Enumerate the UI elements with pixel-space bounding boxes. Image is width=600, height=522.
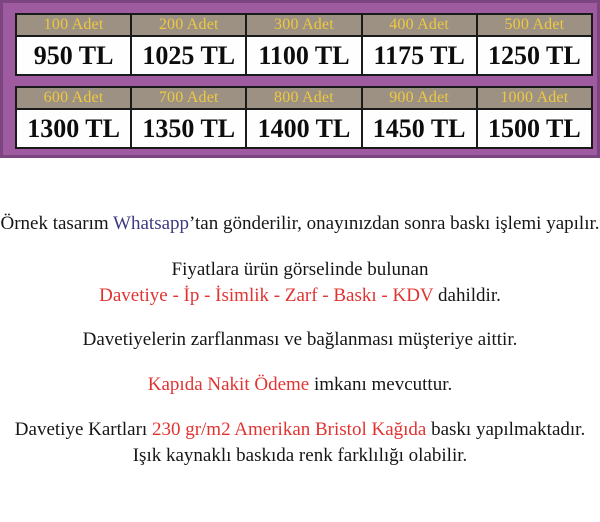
price-cell: 1025 TL <box>131 36 246 75</box>
pricing-table-100-500 <box>15 13 593 76</box>
qty-header-cell: 900 Adet <box>362 87 477 109</box>
price-row <box>16 109 592 148</box>
note-sample-design <box>0 211 600 237</box>
note-included-items <box>0 257 600 309</box>
qty-header-cell: 200 Adet <box>131 14 246 36</box>
qty-header-cell: 300 Adet <box>246 14 361 36</box>
pricing-table-600-1000 <box>15 86 593 149</box>
price-cell: 1300 TL <box>16 109 131 148</box>
price-cell: 1450 TL <box>362 109 477 148</box>
qty-header-cell: 1000 Adet <box>477 87 592 109</box>
price-cell: 1350 TL <box>131 109 246 148</box>
qty-header-cell: 500 Adet <box>477 14 592 36</box>
price-row <box>16 36 592 75</box>
qty-header-cell: 800 Adet <box>246 87 361 109</box>
note-text: imkanı mevcuttur. <box>309 374 453 395</box>
price-cell: 1250 TL <box>477 36 592 75</box>
qty-header-cell: 700 Adet <box>131 87 246 109</box>
included-intro-line: Fiyatlara ürün görselinde bulunan <box>171 259 429 280</box>
qty-header-cell: 600 Adet <box>16 87 131 109</box>
qty-header-cell: 100 Adet <box>16 14 131 36</box>
note-text: dahildir. <box>433 285 501 306</box>
price-cell: 1175 TL <box>362 36 477 75</box>
paper-spec-highlight: 230 gr/m2 Amerikan Bristol Kağıda <box>151 419 427 440</box>
quantity-header-row <box>16 14 592 36</box>
note-text: ’tan gönderilir, onayınızdan sonra baskı işlemi yapılır. <box>189 213 600 234</box>
note-cash-on-delivery <box>0 372 600 398</box>
pricing-banner <box>0 0 600 158</box>
price-cell: 1100 TL <box>246 36 361 75</box>
note-envelope-responsibility: Davetiyelerin zarflanması ve bağlanması müşteriye aittir. <box>82 329 518 350</box>
color-warning-line: Işık kaynaklı baskıda renk farklılığı olabilir. <box>132 445 468 466</box>
included-items-line <box>0 283 600 309</box>
price-cell: 1500 TL <box>477 109 592 148</box>
price-cell: 950 TL <box>16 36 131 75</box>
whatsapp-mention: Whatsapp <box>113 213 190 234</box>
cod-highlight: Kapıda Nakit Ödeme <box>147 374 310 395</box>
qty-header-cell: 400 Adet <box>362 14 477 36</box>
quantity-header-row <box>16 87 592 109</box>
note-text: Davetiye Kartları <box>14 419 152 440</box>
note-text: baskı yapılmaktadır. <box>426 419 586 440</box>
note-text: Örnek tasarım <box>0 213 114 234</box>
note-paper-spec <box>0 417 600 469</box>
paper-spec-line <box>0 417 600 443</box>
price-cell: 1400 TL <box>246 109 361 148</box>
included-items-highlight: Davetiye - İp - İsimlik - Zarf - Baskı - KDV <box>99 285 434 306</box>
